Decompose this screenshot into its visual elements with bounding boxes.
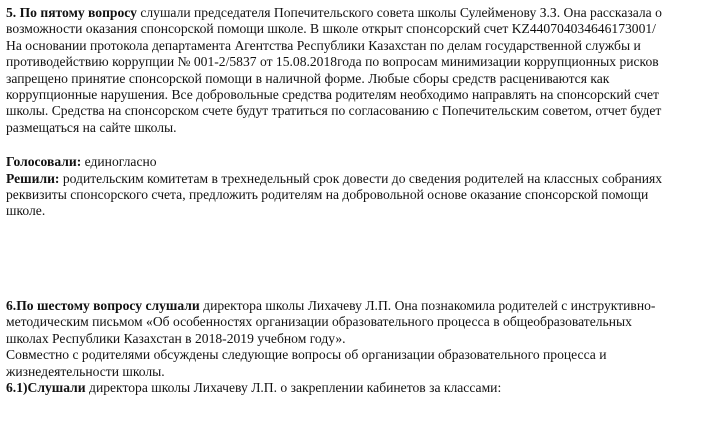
section-6-heading: 6.По шестому вопросу слушали [6, 297, 200, 313]
decision-label: Решили: [6, 170, 60, 186]
text-line: 6.По шестому вопросу слушали директора школы Лихачеву Л.П. Она познакомила родителей с инструктивно- [6, 297, 656, 313]
text-line: 6.1)Слушали директора школы Лихачеву Л.П. о закреплении кабинетов за классами: [6, 379, 502, 395]
text-line: На основании протокола департамента Агентства Республики Казахстан по делам государственной службы и [6, 37, 641, 53]
text-line: коррупционные нарушения. Все добровольные средства родителям необходимо направлять на спонсорский счет [6, 87, 659, 103]
text-line: Решили: родительским комитетам в трехнедельный срок довести до сведения родителей на классных собраниях [6, 170, 663, 186]
text-line: школы. Средства на спонсорском счете будут тратиться по согласованию с Попечительским советом, отчет будет [6, 103, 662, 119]
vote-label: Голосовали: [6, 154, 82, 170]
text-line: 5. По пятому вопросу слушали председателя Попечительского совета школы Сулейменову З.З. Она рассказала о [6, 5, 662, 20]
text-line: размещаться на сайте школы. [6, 119, 177, 135]
text-line: жизнедеятельности школы. [6, 363, 165, 379]
text-line: школах Республики Казахстан в 2018-2019 учебном году». [6, 330, 346, 346]
text-line: реквизиты спонсорского счета, предложить родителям на добровольной основе оказание спонсорской помощи [6, 187, 649, 203]
decision-paragraph [6, 171, 714, 220]
text-line: запрещено принятие спонсорской помощи в наличной форме. Любые сборы средств расцениваются как [6, 70, 610, 86]
vote-value: единогласно [81, 154, 157, 170]
section-5-heading: 5. По пятому вопросу [6, 5, 137, 20]
text-line: возможности оказания спонсорской помощи школе. В школе открыт спонсорский счет KZ440704034646173001/ [6, 21, 656, 37]
section-5-paragraph [6, 5, 714, 136]
text-line: противодействию коррупции № 001-2/5837 от 15.08.2018года по вопросам минимизации коррупционных рисков [6, 54, 659, 70]
spacer [6, 220, 714, 298]
spacer [6, 136, 714, 154]
vote-line [6, 154, 714, 170]
text-line: Совместно с родителями обсуждены следующие вопросы об организации образовательного процесса и [6, 347, 607, 363]
subsection-6-1-heading: 6.1)Слушали [6, 379, 86, 395]
text-line: школе. [6, 203, 46, 219]
section-6-paragraph [6, 298, 714, 396]
text-line: методическим письмом «Об особенностях организации образовательного процесса в общеобразовательных [6, 314, 632, 330]
